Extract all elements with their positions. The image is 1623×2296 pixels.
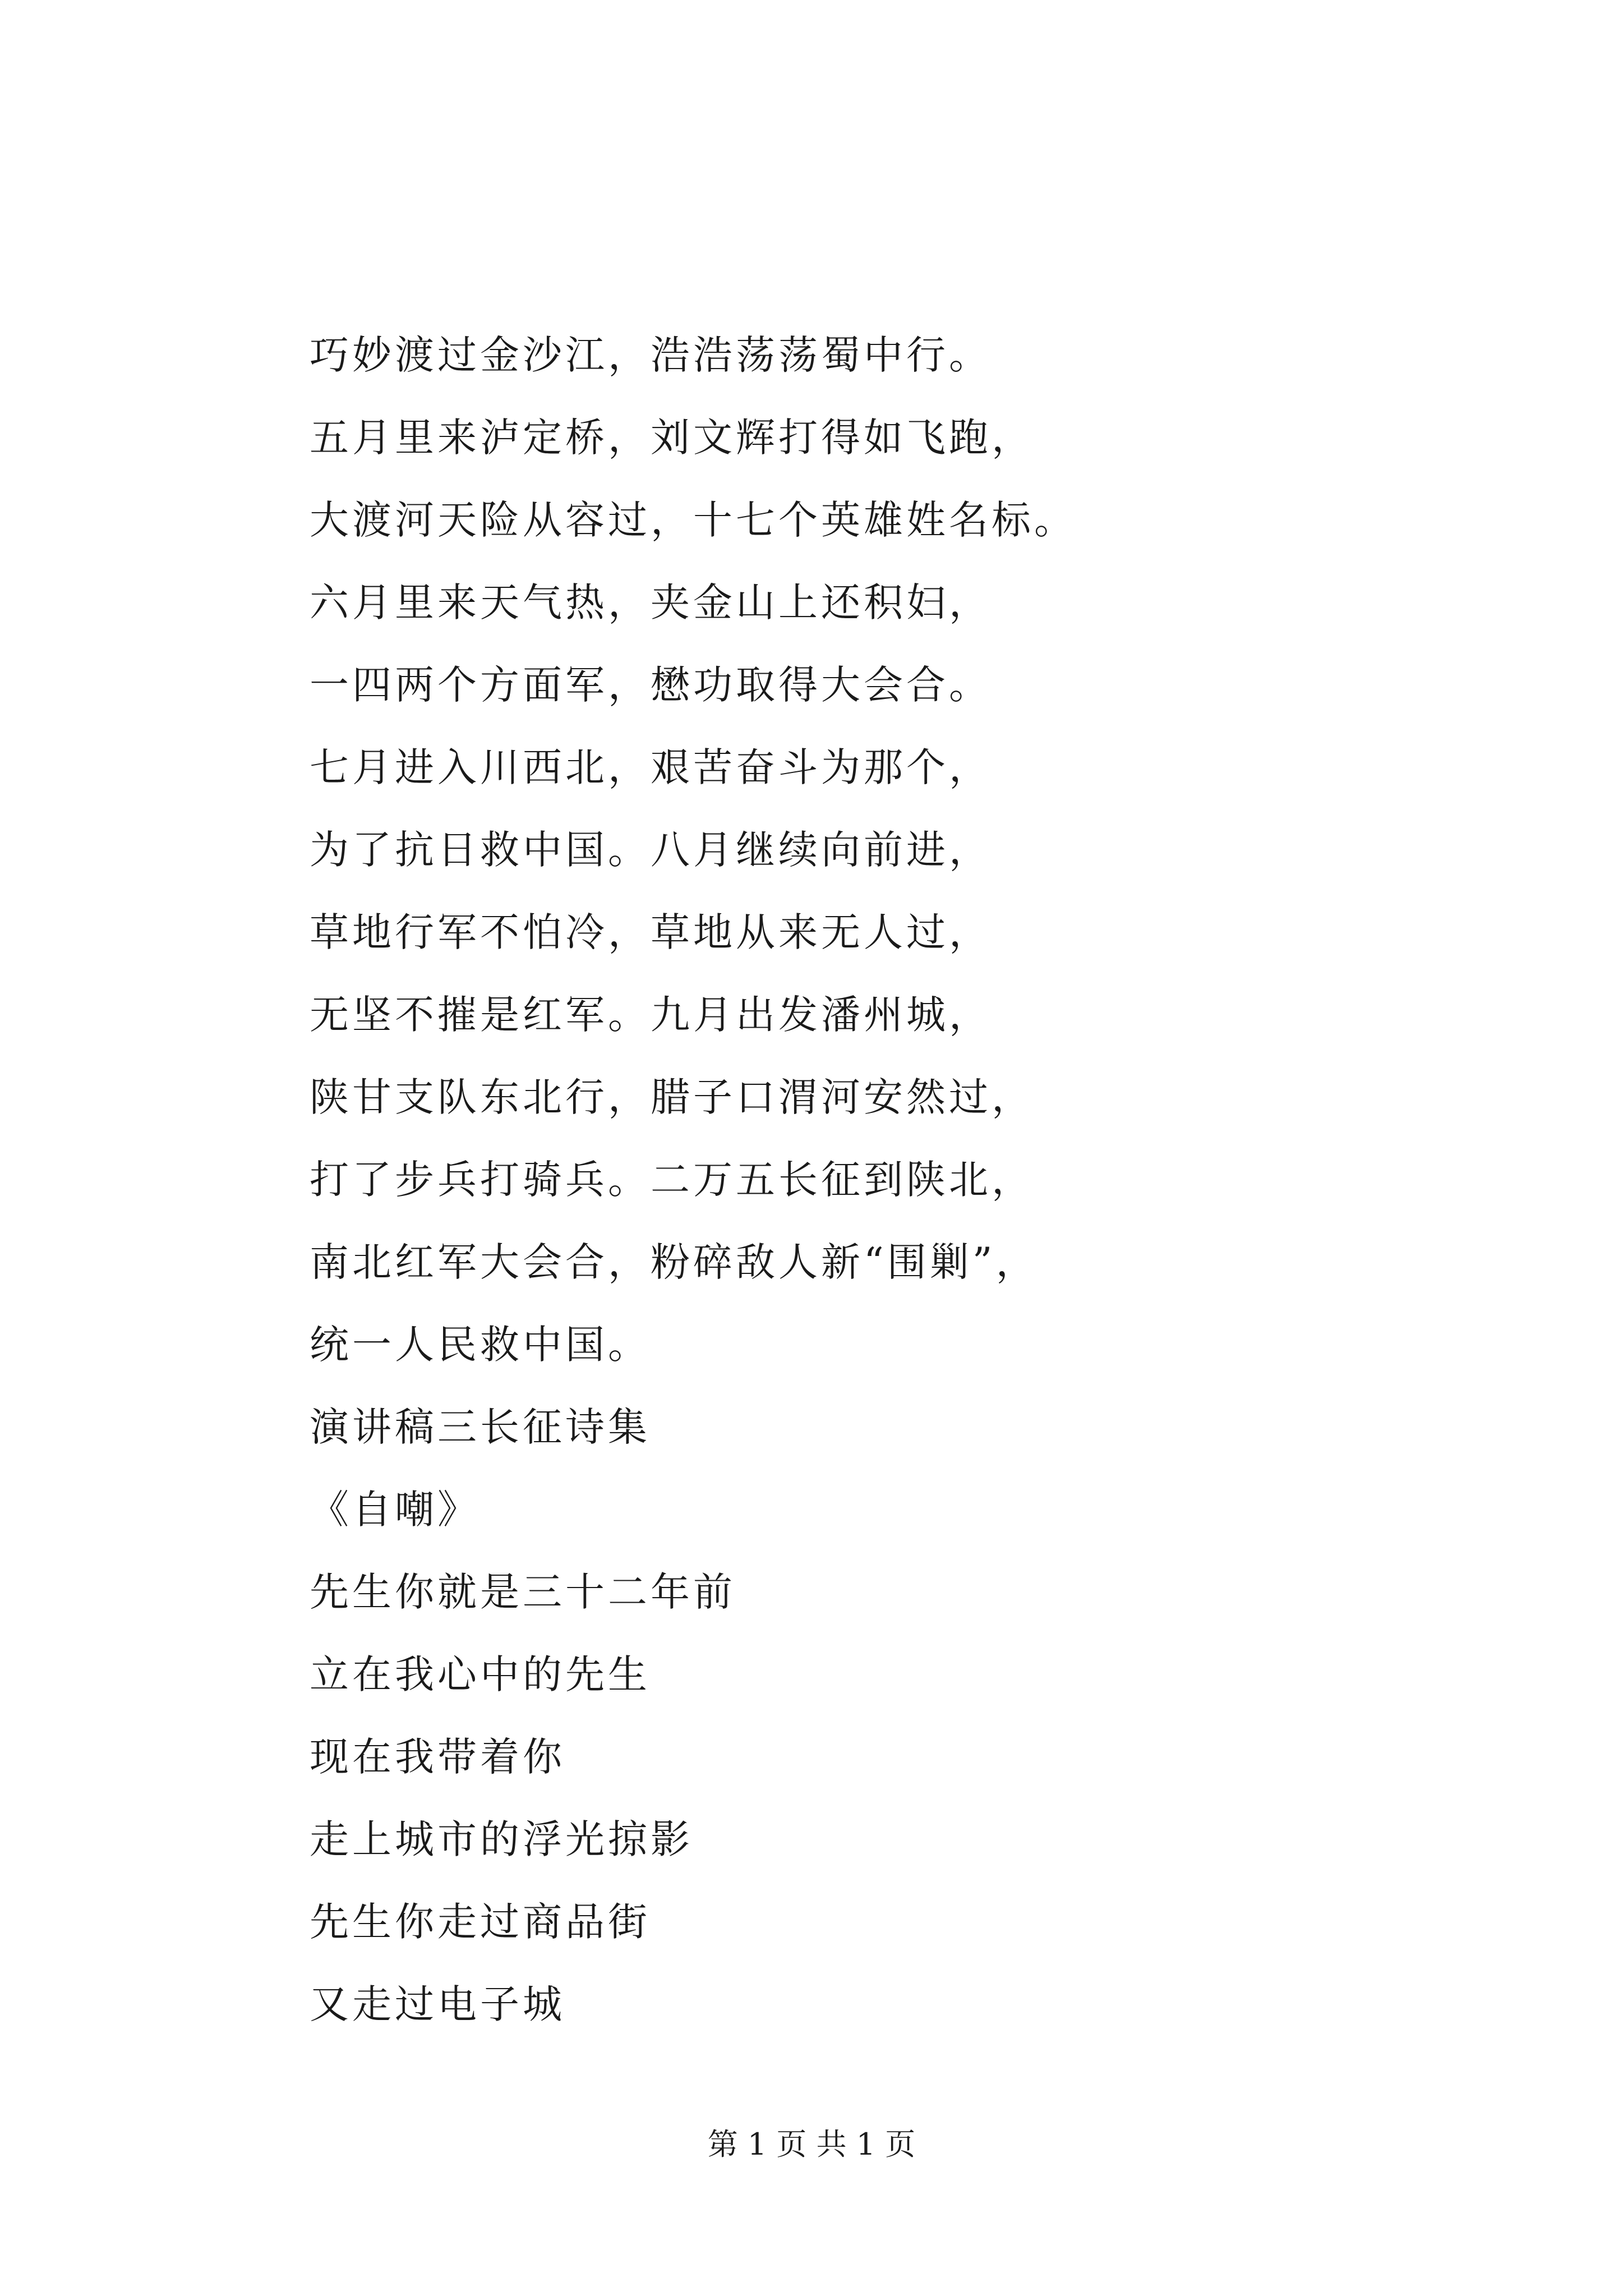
text-line: 为了抗日救中国。八月继续向前进， <box>310 827 992 873</box>
text-line: 走上城市的浮光掠影 <box>310 1816 693 1862</box>
text-line: 大渡河天险从容过，十七个英雄姓名标。 <box>310 497 1077 543</box>
section-heading: 演讲稿三长征诗集 <box>310 1404 651 1450</box>
text-line: 现在我带着你 <box>310 1734 565 1780</box>
text-line: 先生你就是三十二年前 <box>310 1569 736 1615</box>
page-footer: 第 1 页 共 1 页 <box>707 2127 916 2162</box>
text-line: 立在我心中的先生 <box>310 1651 651 1697</box>
text-line: 一四两个方面军，懋功取得大会合。 <box>310 662 992 708</box>
text-line: 五月里来泸定桥，刘文辉打得如飞跑， <box>310 415 1034 461</box>
text-line: 无坚不摧是红军。九月出发潘州城， <box>310 992 992 1038</box>
text-line: 七月进入川西北，艰苦奋斗为那个， <box>310 744 992 790</box>
text-line: 又走过电子城 <box>310 1981 565 2027</box>
text-line: 巧妙渡过金沙江，浩浩荡荡蜀中行。 <box>310 332 992 378</box>
poem-title: 《自嘲》 <box>310 1487 480 1533</box>
text-line: 草地行军不怕冷，草地从来无人过， <box>310 909 992 955</box>
text-line: 南北红军大会合，粉碎敌人新“围剿”， <box>310 1239 1039 1285</box>
text-line: 打了步兵打骑兵。二万五长征到陕北， <box>310 1157 1034 1203</box>
text-line: 统一人民救中国。 <box>310 1322 651 1368</box>
document-body <box>310 314 1515 2046</box>
text-line: 先生你走过商品街 <box>310 1899 651 1945</box>
text-line: 陕甘支队东北行，腊子口渭河安然过， <box>310 1074 1034 1120</box>
text-line: 六月里来天气热，夹金山上还积妇， <box>310 579 992 625</box>
